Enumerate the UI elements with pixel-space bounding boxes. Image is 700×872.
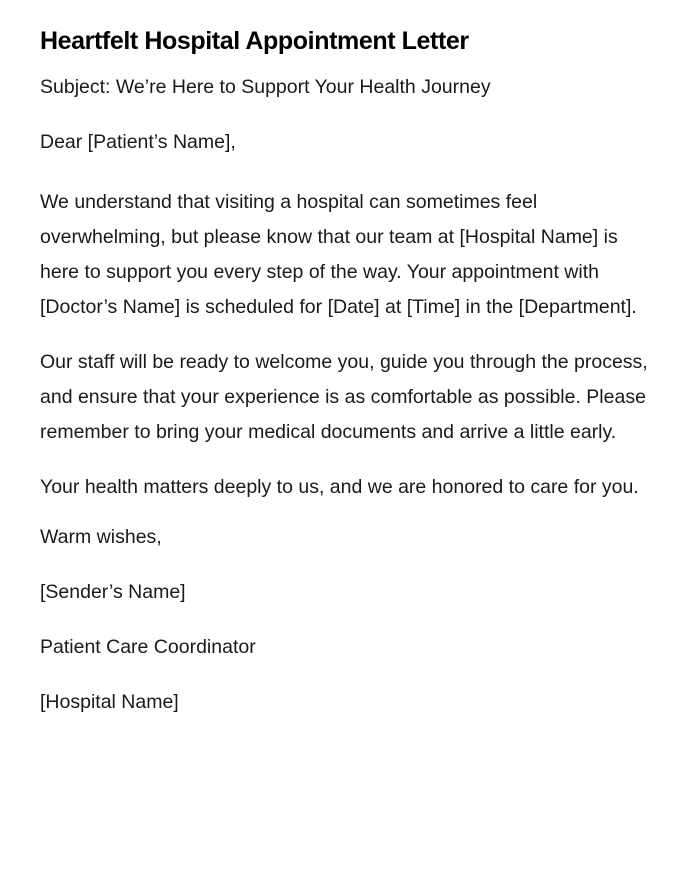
letter-subject: Subject: We’re Here to Support Your Health Journey [40,76,491,98]
letter-paragraph-care: Your health matters deeply to us, and we are honored to care for you. [40,476,639,498]
letter-paragraph-appointment: We understand that visiting a hospital can sometimes feel overwhelming, but please know that our team at [Hospital Name] is here to support you every step of the way. Your appointment with [Doctor’s Name] is scheduled for [Date] at [Time] in the [Department]. [40,191,637,318]
letter-paragraph-staff: Our staff will be ready to welcome you, guide you through the process, and ensure that your experience is as comfortable as possible. Please remember to bring your medical documents and arrive a little early. [40,351,648,443]
letter-sender-name: [Sender’s Name] [40,581,186,603]
letter-closing: Warm wishes, [40,526,162,548]
letter-sender-title: Patient Care Coordinator [40,636,256,658]
letter-title: Heartfelt Hospital Appointment Letter [40,27,469,55]
letter-salutation: Dear [Patient’s Name], [40,131,236,153]
letter-hospital-name: [Hospital Name] [40,691,179,713]
